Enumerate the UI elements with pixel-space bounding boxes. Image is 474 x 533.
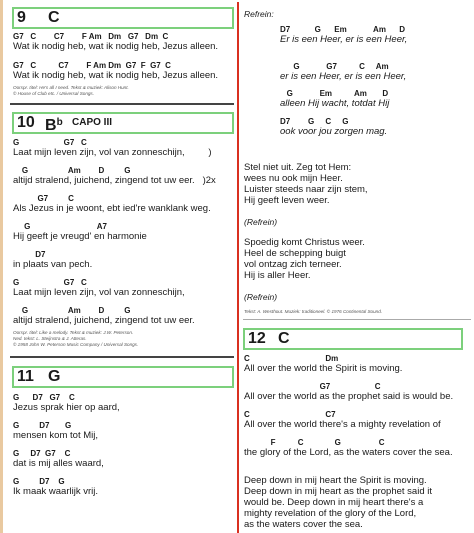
refrain-label: (Refrein) (244, 217, 278, 227)
capo-indicator: CAPO III (72, 117, 113, 128)
verse-line: would be. Deep down in mij heart there's a (244, 497, 424, 508)
verse-line: as the waters cover the sea. (244, 519, 363, 530)
chord-line: D7 (13, 250, 46, 259)
refrain-label: (Refrein) (244, 292, 278, 302)
chord-line: D7 G C G (280, 117, 349, 126)
lyric-line: Wat ik nodig heb, wat ik nodig heb, Jezus alleen. (13, 70, 219, 81)
song-key-accidental: b (56, 117, 63, 128)
verse-line: Spoedig komt Christus weer. (244, 237, 365, 248)
song-separator (10, 103, 234, 105)
credit-line: Oorspr. titel: He's all I need. Tekst & muziek: Alison Hunt. (13, 85, 129, 90)
lyric-line: Jezus sprak hier op aard, (13, 402, 120, 413)
chord-line: G Em Am D (280, 89, 389, 98)
song-number: 9 (17, 9, 26, 26)
chord-line: G G7 C (13, 138, 87, 147)
song-number: 12 (248, 330, 266, 347)
verse-line: Hij is aller Heer. (244, 270, 311, 281)
chord-line: G D7 G (13, 477, 65, 486)
chord-line: G D7 G7 C (13, 449, 71, 458)
chord-line: D7 G Em Am D (280, 25, 406, 34)
song-12-header (243, 328, 463, 350)
lyric-line: Als Jezus in je woont, ebt ied're wanklank weg. (13, 203, 211, 214)
chord-line: G7 C C7 F Am Dm G7 F G7 C (13, 61, 171, 70)
chord-line: G G7 C (13, 278, 87, 287)
lyric-line: dat is mij alles waard, (13, 458, 104, 469)
lyric-line: alleen Hij wacht, totdat Hij (280, 98, 390, 109)
chord-line: G7 C (13, 194, 74, 203)
chord-line: C Dm (244, 354, 339, 363)
chord-line: G G7 C Am (280, 62, 389, 71)
lyric-line: All over the world there's a mighty revelation of (244, 419, 441, 430)
lyric-line: Wat ik nodig heb, wat ik nodig heb, Jezus alleen. (13, 41, 219, 52)
lyric-line: the glory of the Lord, as the waters cover the sea. (244, 447, 453, 458)
verse-line: wees nu ook mijn Heer. (244, 173, 343, 184)
song-number: 11 (17, 368, 34, 385)
song-number: 10 (17, 114, 35, 131)
lyric-line: mensen kom tot Mij, (13, 430, 98, 441)
song-key-letter: B (45, 117, 57, 134)
verse-line: mighty revelation of the glory of the Lord, (244, 508, 417, 519)
lyric-line: Er is een Heer, er is een Heer, (280, 34, 408, 45)
verse-line: Luister steeds naar zijn stem, (244, 184, 368, 195)
song-11-header (12, 366, 234, 388)
lyric-line: altijd stralend, juichend, zingend tot uw eer. )2x (13, 175, 216, 186)
refrain-label: Refrein: (244, 9, 274, 19)
credit-line: Oorspr. titel: Like a melody. Tekst & muziek: J.W. Peterson. (13, 330, 134, 335)
song-key: C (278, 330, 290, 347)
lyric-line: All over the world as the prophet said is would be. (244, 391, 454, 402)
verse-line: Heel de schepping buigt (244, 248, 346, 259)
song-separator (243, 319, 471, 320)
chord-line: G D7 G (13, 421, 72, 430)
chord-line: G A7 (13, 222, 107, 231)
song-10-header (12, 112, 234, 134)
lyric-line: in plaats van pech. (13, 259, 93, 270)
chord-line: C C7 (244, 410, 336, 419)
lyric-line: er is een Heer, er is een Heer, (280, 71, 407, 82)
verse-line: vol ontzag zich terneer. (244, 259, 342, 270)
chord-line: G7 C C7 F Am Dm G7 Dm C (13, 32, 169, 41)
credit-line: © 1958 John W. Peterson Music Company / Universal Songs. (13, 342, 139, 347)
credit-line: Tekst: A. Westhout. Muziek: traditioneel. © 1976 Continental Sound. (244, 309, 383, 314)
chord-line: G Am D G (13, 166, 131, 175)
song-key: C (48, 9, 60, 26)
credit-line: © House of Club etc. / Universal Songs. (13, 91, 95, 96)
lyric-line: All over the world the Spirit is moving. (244, 363, 403, 374)
chord-line: F C G C (244, 438, 385, 447)
song-key: G (48, 368, 61, 385)
chord-line: G Am D G (13, 306, 131, 315)
credit-line: Ned. tekst: L. Steijnstra & J. Atteras. (13, 336, 87, 341)
lyric-line: ook voor jou zorgen mag. (280, 126, 388, 137)
verse-line: Deep down in mij heart as the prophet said it (244, 486, 432, 497)
song-key (45, 114, 63, 135)
lyric-line: Laat mijn leven zijn, vol van zonneschijn, ) (13, 147, 212, 158)
verse-line: Stel niet uit. Zeg tot Hem: (244, 162, 352, 173)
chord-line: G D7 G7 C (13, 393, 75, 402)
lyric-line: Hij geeft je vreugd' en harmonie (13, 231, 147, 242)
chord-line: G7 C (244, 382, 381, 391)
lyric-line: Laat mijn leven zijn, vol van zonneschijn, (13, 287, 185, 298)
song-9-header (12, 7, 234, 29)
lyric-line: altijd stralend, juichend, zingend tot uw eer. (13, 315, 195, 326)
song-separator (10, 356, 234, 358)
left-column (0, 0, 236, 533)
verse-line: Deep down in mij heart the Spirit is moving. (244, 475, 427, 486)
lyric-line: Ik maak waarlijk vrij. (13, 486, 98, 497)
right-column (239, 0, 474, 533)
verse-line: Hij geeft leven weer. (244, 195, 330, 206)
